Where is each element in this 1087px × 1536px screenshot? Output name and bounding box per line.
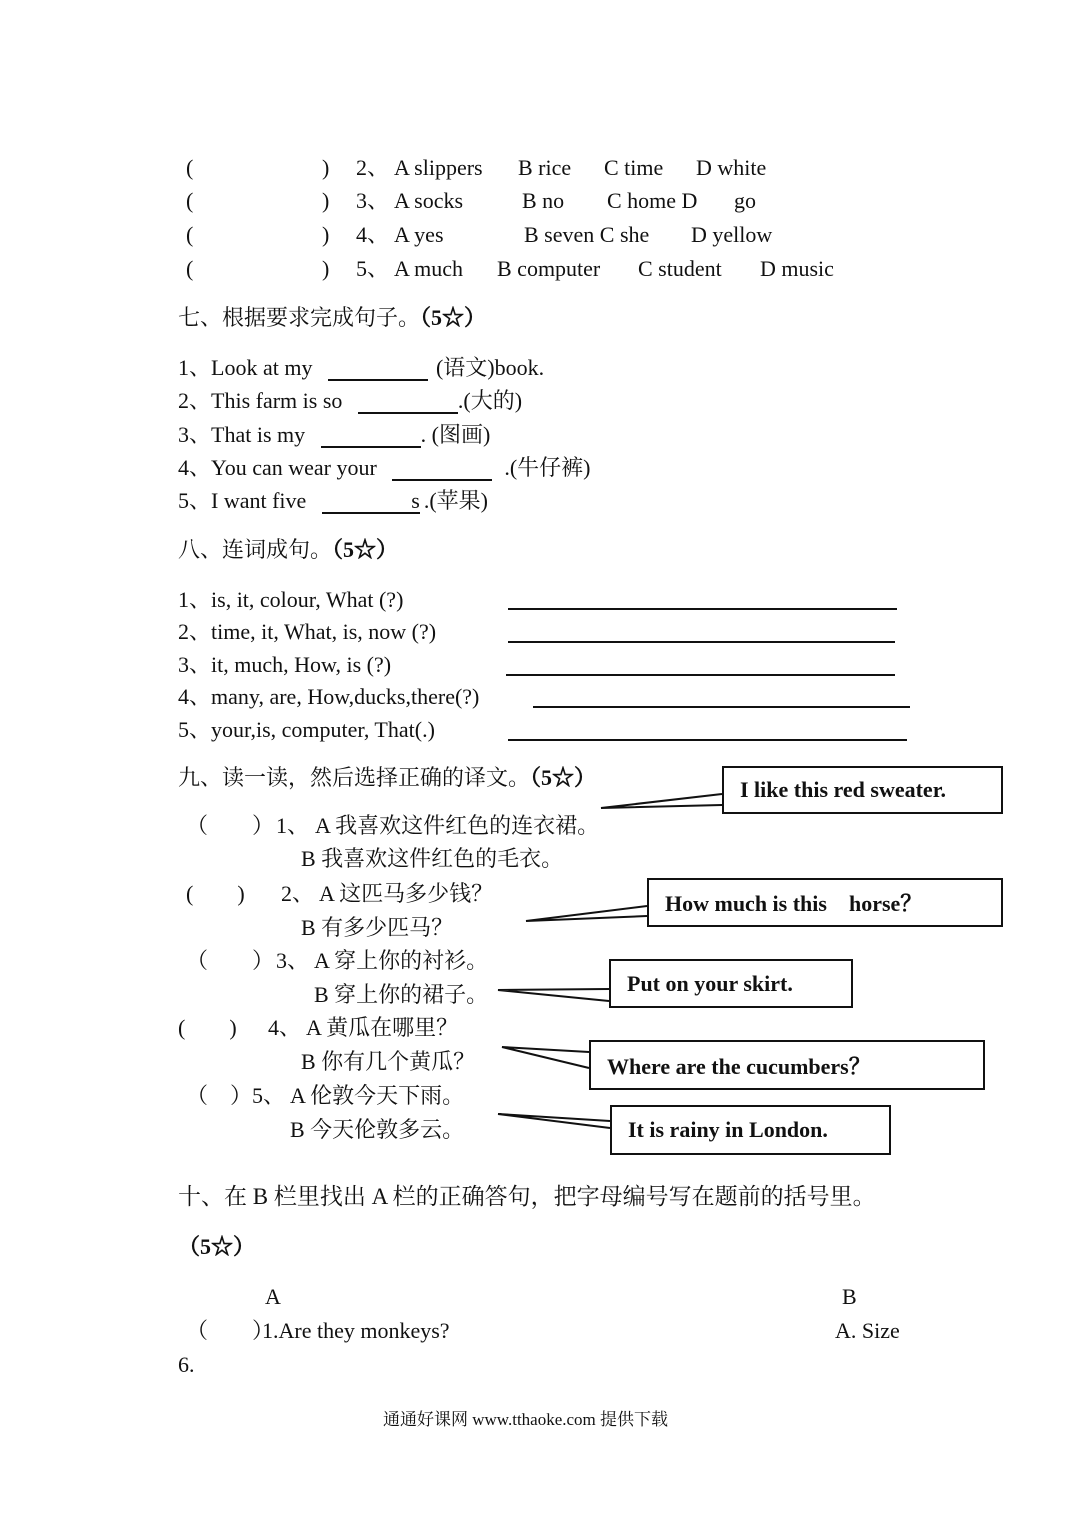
option-d: D music: [760, 256, 834, 281]
option-a: A socks: [394, 188, 464, 213]
blank-suffix: s: [411, 488, 420, 513]
answer-bracket[interactable]: （ ）: [186, 1083, 253, 1108]
answer-blank[interactable]: [321, 424, 421, 448]
option-a: A 黄瓜在哪里？: [306, 1015, 459, 1040]
section-title-text: 八、连词成句。: [178, 537, 333, 562]
option-b: B no: [522, 188, 565, 213]
answer-line[interactable]: [506, 674, 895, 676]
question-number: 5、: [178, 488, 212, 513]
answer-bracket-open[interactable]: (: [186, 222, 194, 247]
callout-box: Where are the cucumbers？: [589, 1040, 985, 1090]
option-a: A much: [394, 256, 464, 281]
option-b: B 穿上你的裙子。: [314, 982, 489, 1007]
answer-bracket[interactable]: （ ）: [186, 948, 275, 973]
scrambled-words: is, it, colour, What (?): [211, 587, 404, 612]
answer-bracket[interactable]: ( ): [178, 1015, 237, 1040]
option-b: B rice: [518, 155, 572, 180]
sentence-start: That is my: [211, 422, 306, 447]
option-d: go: [734, 188, 756, 213]
answer-bracket[interactable]: ( ): [186, 881, 245, 906]
answer-bracket-open[interactable]: (: [186, 256, 194, 281]
sentence-start: I want five: [211, 488, 307, 513]
option-b: B 我喜欢这件红色的毛衣。: [301, 846, 564, 871]
answer-bracket-close: ): [322, 188, 330, 213]
option-a: A slippers: [394, 155, 483, 180]
sentence-end: . (图画): [420, 422, 491, 447]
question-number: 1、: [178, 355, 212, 380]
sentence-start: This farm is so: [211, 388, 343, 413]
question-number: 3、: [178, 422, 212, 447]
section-title: [178, 767, 596, 789]
column-a-header: A: [265, 1284, 281, 1309]
footer-text: 通通好课网 www.tthaoke.com 提供下载: [383, 1410, 669, 1429]
option-b: B 你有几个黄瓜？: [301, 1049, 476, 1074]
fill-sentence: [178, 490, 488, 514]
option-d: D white: [696, 155, 767, 180]
answer-bracket-open[interactable]: (: [186, 155, 194, 180]
answer-bracket-close: ): [322, 256, 330, 281]
callout-pointer: [502, 1047, 589, 1068]
sentence-start: Look at my: [211, 355, 313, 380]
option-c: C student: [638, 256, 722, 281]
answer-line[interactable]: [508, 641, 895, 643]
question-number: 3、: [276, 948, 310, 973]
matching-answer: A. Size: [835, 1318, 900, 1343]
option-a: A yes: [394, 222, 444, 247]
sentence-end: .(牛仔裤): [504, 455, 591, 480]
sentence-start: You can wear your: [211, 455, 377, 480]
callout-box: I like this red sweater.: [722, 766, 1003, 814]
section-stars: （5☆）: [178, 1234, 256, 1259]
question-number: 4、: [178, 684, 212, 709]
section-stars: （5☆）: [420, 305, 487, 330]
fill-sentence: [178, 424, 490, 448]
answer-bracket[interactable]: （ ）: [186, 1318, 275, 1343]
sentence-end: .(苹果): [423, 488, 488, 513]
answer-bracket[interactable]: （ ）: [186, 813, 275, 838]
section-title: [178, 307, 486, 329]
option-c: C home D: [607, 188, 698, 213]
scrambled-words: your,is, computer, That(.): [211, 717, 435, 742]
question-number: 2、: [281, 881, 315, 906]
answer-blank[interactable]: [328, 357, 428, 381]
section-stars: （5☆）: [530, 765, 597, 790]
sentence-end: (语文)book.: [435, 355, 545, 380]
question-number: 2、: [356, 155, 390, 180]
answer-blank[interactable]: [392, 457, 492, 481]
matching-question: 1.Are they monkeys?: [262, 1318, 450, 1343]
callout-pointer: [498, 989, 609, 1001]
question-number: 4、: [356, 222, 390, 247]
answer-blank[interactable]: [322, 490, 420, 514]
word-order-item: [178, 719, 435, 741]
callout-pointer: [526, 906, 647, 921]
scrambled-words: many, are, How,ducks,there(?): [211, 684, 480, 709]
fill-sentence: [178, 357, 544, 381]
answer-line[interactable]: [508, 608, 897, 610]
section-title: 十、在 B 栏里找出 A 栏的正确答句，把字母编号写在题前的括号里。: [178, 1184, 876, 1209]
word-order-item: [178, 621, 436, 643]
callout-pointer: [601, 794, 722, 808]
section-title: [178, 539, 398, 561]
question-number: 1、: [276, 813, 310, 838]
question-number: 5、: [356, 256, 390, 281]
option-b: B seven C she: [524, 222, 650, 247]
answer-bracket-close: ): [322, 155, 330, 180]
question-number: 1、: [178, 587, 212, 612]
fill-sentence: [178, 457, 590, 481]
callout-box: How much is this horse？: [647, 878, 1003, 927]
scrambled-words: time, it, What, is, now (?): [211, 619, 437, 644]
question-number: 3、: [356, 188, 390, 213]
callout-box: Put on your skirt.: [609, 959, 853, 1008]
word-order-item: [178, 589, 403, 611]
option-c: C time: [604, 155, 664, 180]
sentence-end: .(大的): [457, 388, 523, 413]
option-d: D yellow: [691, 222, 773, 247]
section-stars: （5☆）: [332, 537, 399, 562]
answer-line[interactable]: [533, 706, 910, 708]
option-a: A 伦敦今天下雨。: [290, 1083, 465, 1108]
callout-pointer: [498, 1114, 610, 1128]
question-number: 2、: [178, 619, 212, 644]
section-title-text: 七、根据要求完成句子。: [178, 305, 421, 330]
option-b: B 有多少匹马？: [301, 915, 454, 940]
word-order-item: [178, 686, 479, 708]
option-b: B 今天伦敦多云。: [290, 1117, 465, 1142]
callout-box: It is rainy in London.: [610, 1105, 891, 1155]
answer-line[interactable]: [508, 739, 907, 741]
column-b-header: B: [842, 1284, 857, 1309]
option-a: A 这匹马多少钱？: [319, 881, 494, 906]
question-number: 2、: [178, 388, 212, 413]
option-b: B computer: [497, 256, 601, 281]
question-number: 4、: [268, 1015, 302, 1040]
answer-bracket-open[interactable]: (: [186, 188, 194, 213]
option-a: A 穿上你的衬衫。: [314, 948, 489, 973]
question-number: 5、: [178, 717, 212, 742]
answer-blank[interactable]: [358, 390, 458, 414]
page-number-fragment: 6.: [178, 1352, 195, 1377]
question-number: 4、: [178, 455, 212, 480]
question-number: 5、: [252, 1083, 286, 1108]
scrambled-words: it, much, How, is (?): [211, 652, 392, 677]
section-title-text: 九、读一读，然后选择正确的译文。: [178, 765, 531, 790]
option-a: A 我喜欢这件红色的连衣裙。: [315, 813, 600, 838]
fill-sentence: [178, 390, 522, 414]
question-number: 3、: [178, 652, 212, 677]
word-order-item: [178, 654, 391, 676]
answer-bracket-close: ): [322, 222, 330, 247]
